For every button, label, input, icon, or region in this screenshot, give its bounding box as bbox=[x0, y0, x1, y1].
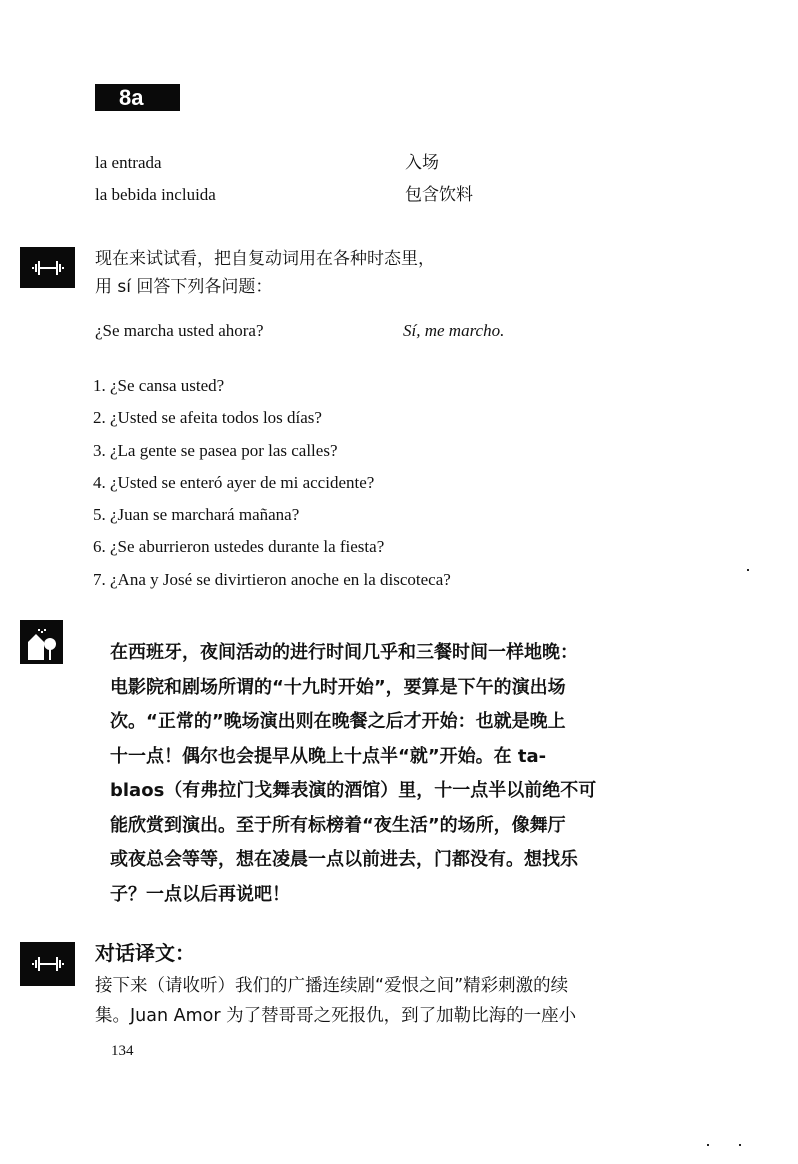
vocab-spanish: la bebida incluida bbox=[95, 185, 216, 204]
culture-house-tree-icon bbox=[20, 620, 63, 664]
dialogue-line: 集。Juan Amor 为了替哥哥之死报仇，到了加勒比海的一座小 bbox=[95, 1006, 577, 1026]
exercise-instruction bbox=[95, 245, 435, 301]
question-item: 7. ¿Ana y José se divirtieron anoche en la discoteca? bbox=[93, 569, 451, 589]
instruction-line: 用 sí 回答下列各问题： bbox=[95, 277, 273, 297]
vocab-spanish: la entrada bbox=[95, 153, 162, 172]
example-question: ¿Se marcha usted ahora? bbox=[95, 321, 264, 340]
culture-line: 子？一点以后再说吧！ bbox=[110, 883, 290, 905]
dialogue-line: 接下来（请收听）我们的广播连续剧“爱恨之间”精彩刺激的续 bbox=[95, 976, 569, 996]
question-item: 2. ¿Usted se afeita todos los días? bbox=[93, 408, 322, 428]
question-item: 1. ¿Se cansa usted? bbox=[93, 376, 225, 395]
dialogue-translation-title: 对话译文： bbox=[95, 941, 195, 965]
question-item: 5. ¿Juan se marchará mañana? bbox=[93, 505, 300, 525]
vocab-chinese: 入场 bbox=[405, 153, 439, 173]
page-number: 134 bbox=[111, 1043, 134, 1059]
culture-line: 十一点！偶尔也会提早从晚上十点半“就”开始。在 ta- bbox=[110, 745, 547, 767]
culture-line: 电影院和剧场所谓的“十九时开始”，要算是下午的演出场 bbox=[110, 676, 566, 698]
instruction-line: 现在来试试看，把自复动词用在各种时态里， bbox=[95, 249, 435, 269]
question-item: 3. ¿La gente se pasea por las calles? bbox=[93, 440, 338, 460]
cassette-icon bbox=[20, 942, 75, 986]
culture-line: 在西班牙，夜间活动的进行时间几乎和三餐时间一样地晚： bbox=[110, 642, 578, 663]
scan-speck bbox=[739, 1144, 741, 1146]
vocab-chinese: 包含饮料 bbox=[405, 185, 473, 205]
vocabulary-list bbox=[95, 148, 595, 208]
question-list bbox=[93, 370, 451, 596]
scan-speck bbox=[747, 569, 749, 571]
cassette-icon bbox=[20, 247, 75, 288]
culture-line: blaos（有弗拉门戈舞表演的酒馆）里，十一点半以前绝不可 bbox=[110, 780, 597, 801]
dialogue-translation-body bbox=[95, 971, 670, 1031]
scan-speck bbox=[707, 1144, 709, 1146]
example-answer: Sí, me marcho. bbox=[403, 321, 505, 340]
example-row bbox=[95, 321, 615, 345]
culture-line: 或夜总会等等，想在凌晨一点以前进去，门都没有。想找乐 bbox=[110, 849, 578, 870]
question-item: 4. ¿Usted se enteró ayer de mi accidente? bbox=[93, 472, 375, 492]
vocab-row bbox=[95, 148, 595, 178]
section-badge: 8a bbox=[95, 84, 180, 111]
culture-line: 次。“正常的”晚场演出则在晚餐之后才开始：也就是晚上 bbox=[110, 711, 566, 732]
culture-note bbox=[110, 636, 645, 912]
culture-line: 能欣赏到演出。至于所有标榜着“夜生活”的场所，像舞厅 bbox=[110, 814, 566, 836]
question-item: 6. ¿Se aburrieron ustedes durante la fiesta? bbox=[93, 537, 385, 557]
vocab-row bbox=[95, 180, 595, 210]
